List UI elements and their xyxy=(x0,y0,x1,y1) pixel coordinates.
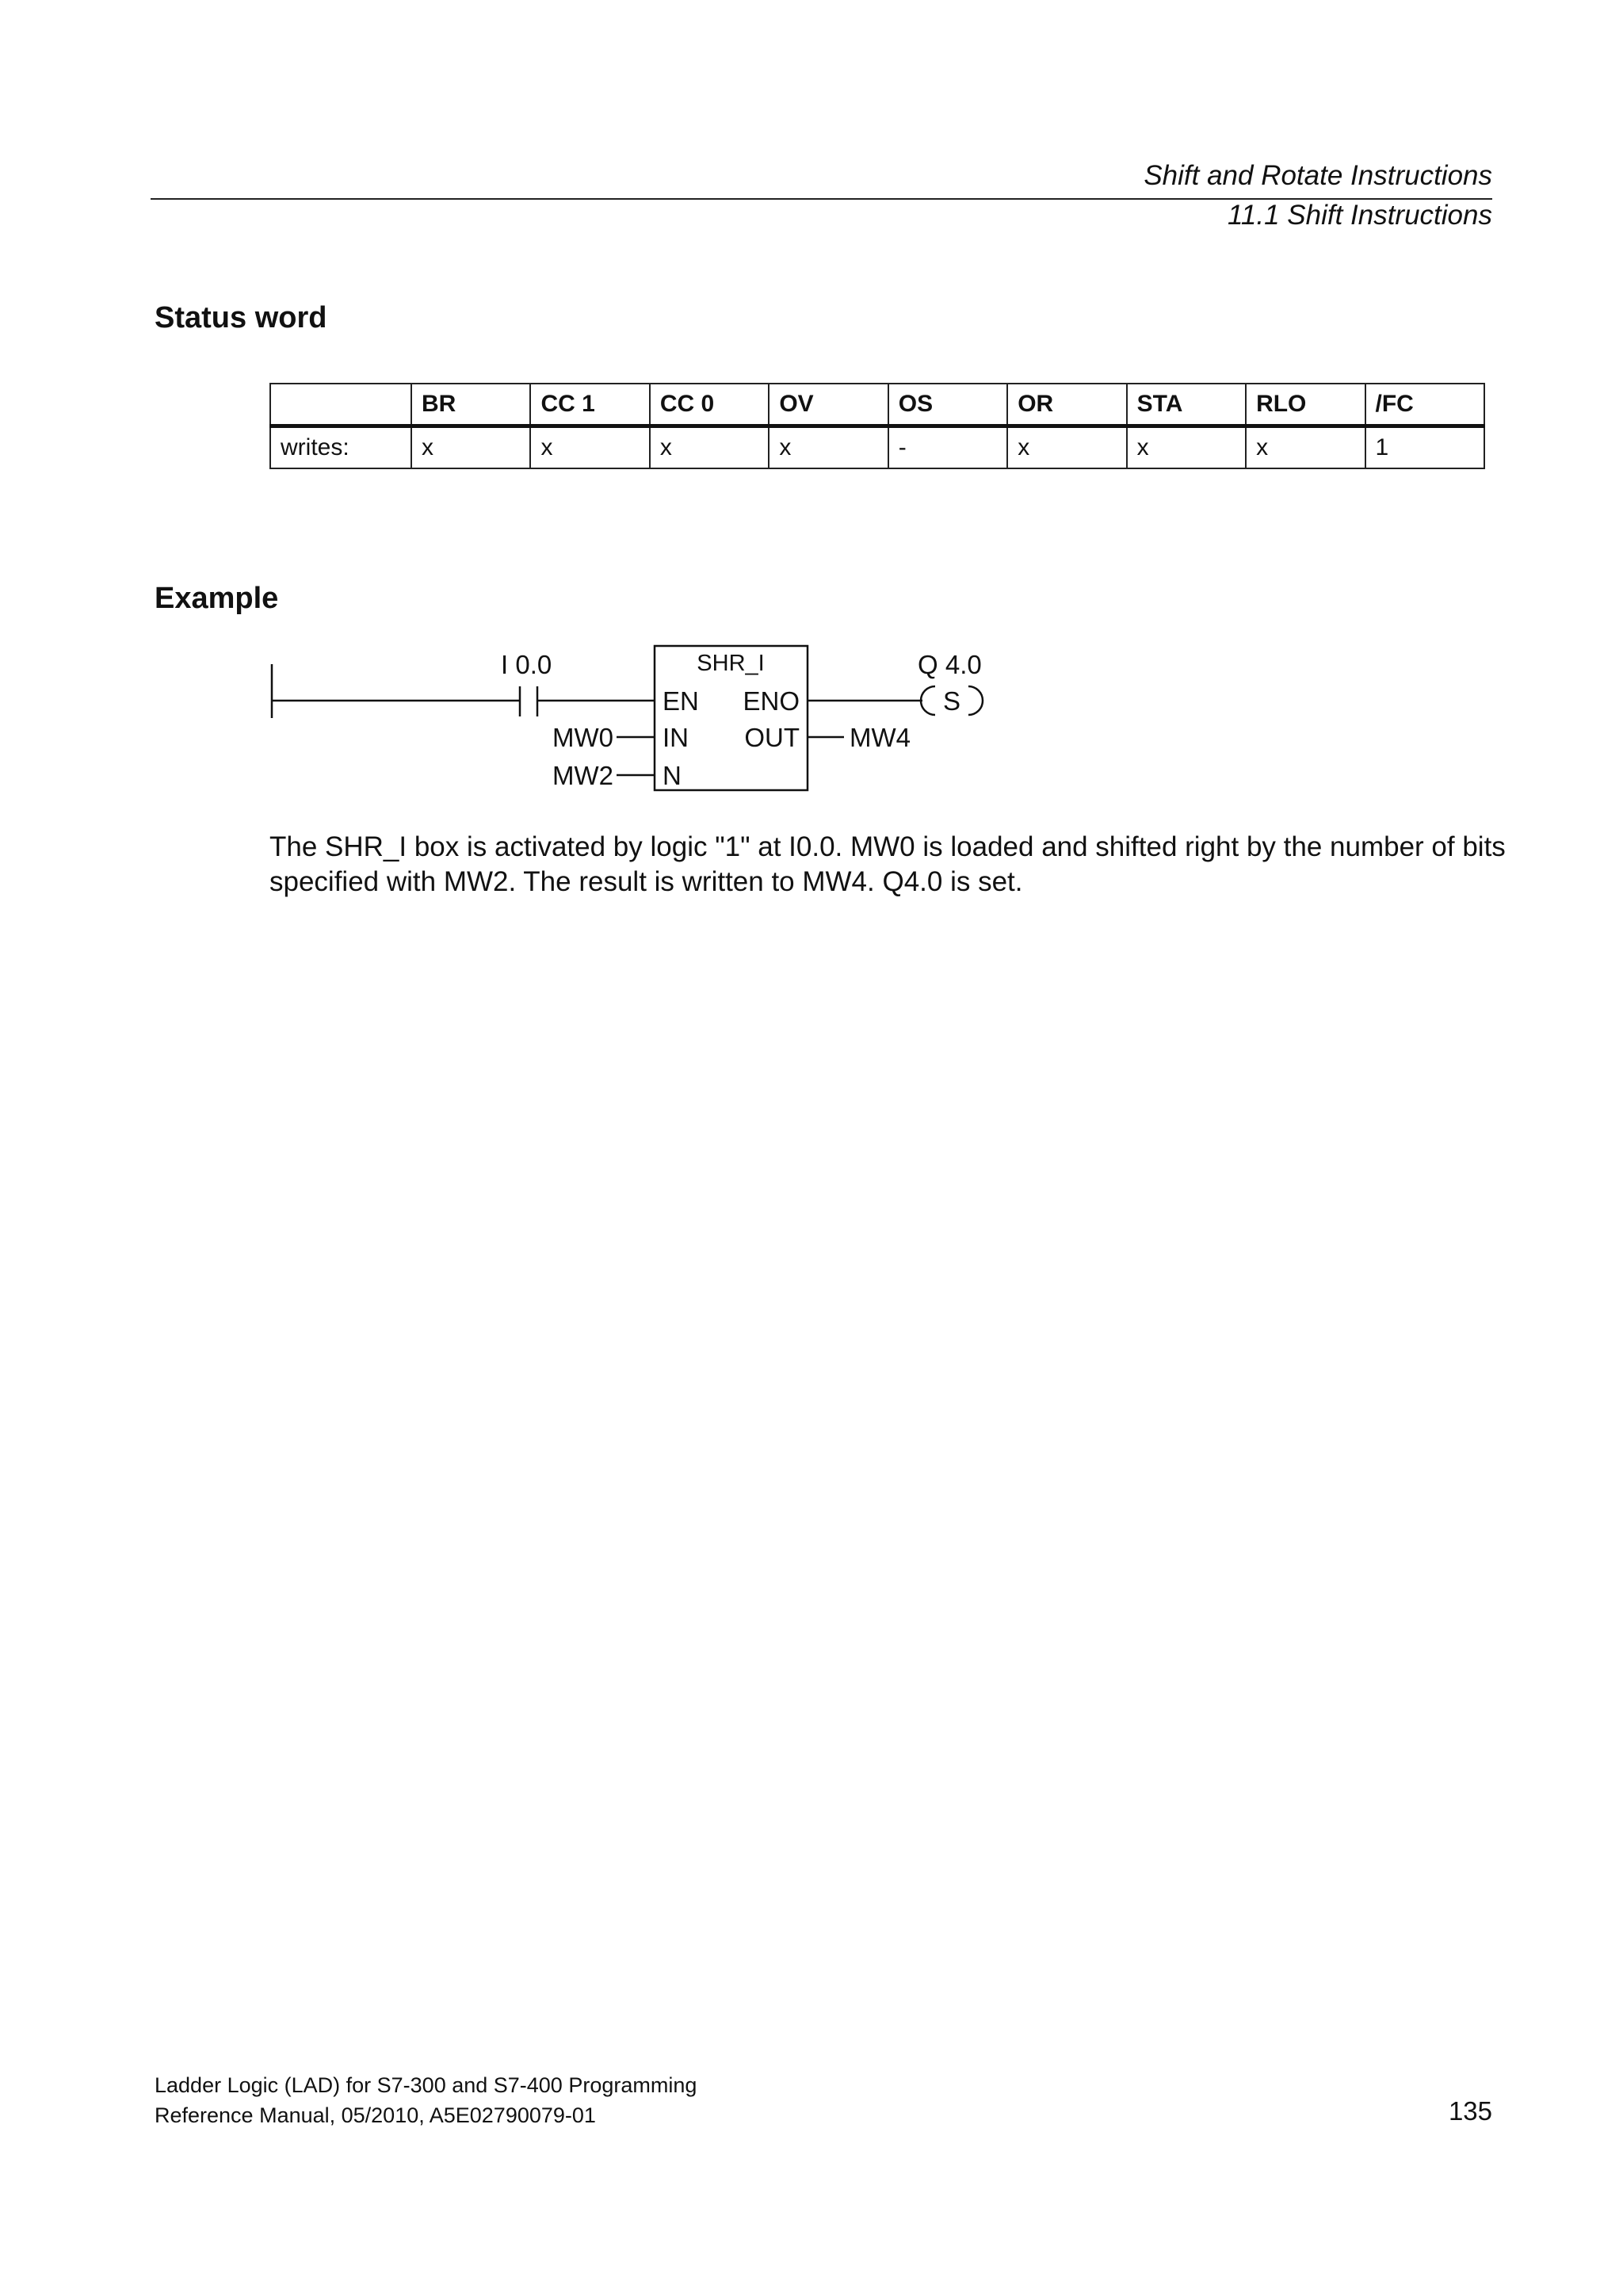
table-cell: x xyxy=(769,426,888,469)
footer-line-1: Ladder Logic (LAD) for S7-300 and S7-400 Programming xyxy=(155,2073,697,2097)
n-operand: MW2 xyxy=(552,761,613,790)
column-header: OR xyxy=(1007,384,1126,426)
table-cell: writes: xyxy=(270,426,411,469)
coil-right-arc xyxy=(968,686,983,715)
coil-left-arc xyxy=(921,686,935,715)
footer-line-2: Reference Manual, 05/2010, A5E02790079-01 xyxy=(155,2103,596,2127)
table-cell: 1 xyxy=(1365,426,1485,469)
column-header: CC 0 xyxy=(650,384,769,426)
table-cell: x xyxy=(411,426,530,469)
column-header: OS xyxy=(888,384,1007,426)
pin-n: N xyxy=(663,761,682,790)
table-cell: x xyxy=(1007,426,1126,469)
example-description: The SHR_I box is activated by logic "1" at I0.0. MW0 is loaded and shifted right by the number of bits specified with MW2. The result is written to MW4. Q4.0 is set. xyxy=(269,831,1506,897)
footer-manual-info xyxy=(155,2070,697,2130)
ladder-diagram xyxy=(0,0,1623,824)
box-title: SHR_I xyxy=(697,651,765,676)
pin-out: OUT xyxy=(744,723,800,752)
contact-label: I 0.0 xyxy=(501,650,552,679)
example-heading: Example xyxy=(155,582,279,615)
column-header: OV xyxy=(769,384,888,426)
coil-symbol: S xyxy=(942,686,961,716)
table-cell: x xyxy=(650,426,769,469)
pin-en: EN xyxy=(663,686,699,716)
coil-label: Q 4.0 xyxy=(918,650,982,679)
table-cell: - xyxy=(888,426,1007,469)
out-operand: MW4 xyxy=(850,723,911,752)
column-header: STA xyxy=(1127,384,1246,426)
table-cell: x xyxy=(530,426,649,469)
column-header: /FC xyxy=(1365,384,1485,426)
column-header: CC 1 xyxy=(530,384,649,426)
column-header: BR xyxy=(411,384,530,426)
in-operand: MW0 xyxy=(552,723,613,752)
status-word-heading: Status word xyxy=(155,301,327,334)
table-cell: x xyxy=(1127,426,1246,469)
page-number: 135 xyxy=(1448,2096,1492,2126)
header-title: Shift and Rotate Instructions xyxy=(1144,160,1492,191)
pin-eno: ENO xyxy=(743,686,800,716)
column-header: RLO xyxy=(1246,384,1365,426)
pin-in: IN xyxy=(663,723,689,752)
header-section: 11.1 Shift Instructions xyxy=(1228,200,1492,231)
table-cell: x xyxy=(1246,426,1365,469)
